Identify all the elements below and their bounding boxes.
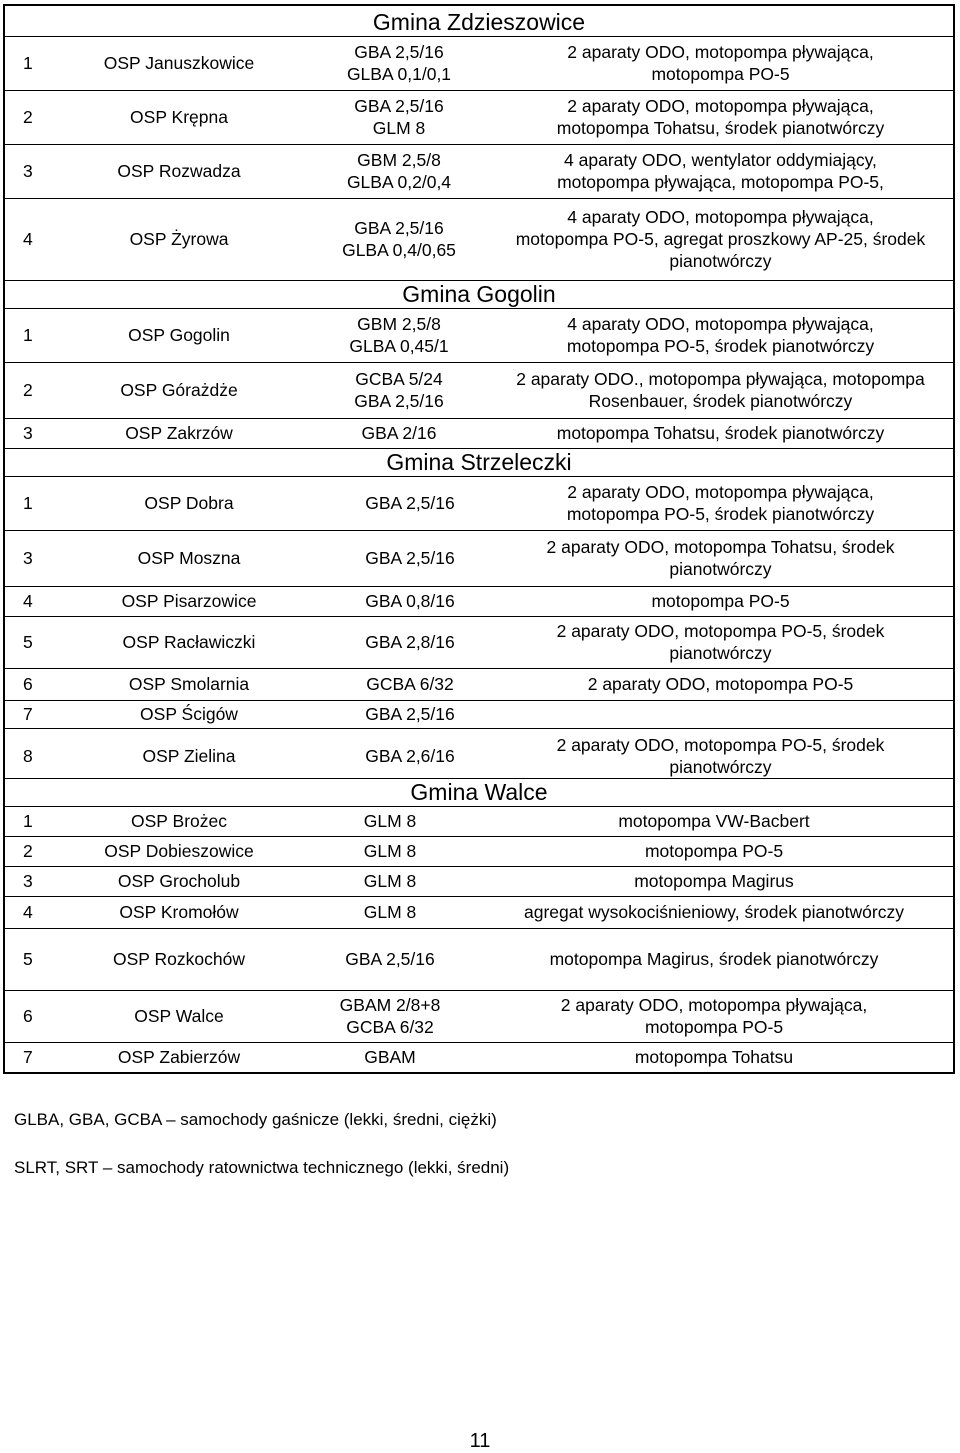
equipment-line: 4 aparaty ODO, motopompa pływająca, <box>567 314 874 334</box>
equipment-list <box>634 870 794 892</box>
equipment-line: pianotwórczy <box>669 251 772 271</box>
vehicle-code: GBA 2/16 <box>361 423 437 443</box>
vehicle-code: GBM 2,5/8 <box>357 314 441 334</box>
table-row <box>5 806 953 836</box>
vehicle-code: GCBA 6/32 <box>346 1017 434 1037</box>
legend-note-rescue: SLRT, SRT – samochody ratownictwa technicznego (lekki, średni) <box>14 1158 510 1177</box>
legend-note-vehicles: GLBA, GBA, GCBA – samochody gaśnicze (lekki, średni, ciężki) <box>14 1110 497 1129</box>
unit-name: OSP Krępna <box>130 107 228 127</box>
equipment-cell <box>488 144 953 198</box>
row-number: 3 <box>23 161 33 181</box>
equipment-cell <box>475 836 953 866</box>
table-row <box>5 362 953 418</box>
equipment-cell <box>488 530 953 586</box>
equipment-line: motopompa PO-5 <box>644 1017 784 1037</box>
vehicles-cell <box>310 1042 470 1072</box>
equipment-line: pianotwórczy <box>669 559 772 579</box>
vehicle-code: GBA 2,5/16 <box>365 493 455 513</box>
equipment-line: 2 aparaty ODO, motopompa pływająca, <box>567 42 874 62</box>
table-row <box>5 668 953 700</box>
row-divider <box>5 476 953 477</box>
unit-name: OSP Górażdże <box>120 380 238 400</box>
vehicles-cell <box>310 668 510 700</box>
row-number: 5 <box>23 949 33 969</box>
vehicles-list <box>365 703 455 725</box>
unit-name: OSP Dobieszowice <box>104 841 254 861</box>
equipment-list <box>651 590 789 612</box>
equipment-list <box>557 95 885 139</box>
page-number: 11 <box>469 1430 491 1452</box>
vehicles-cell <box>310 866 470 896</box>
equipment-list <box>567 313 874 357</box>
unit-name: OSP Żyrowa <box>129 229 229 249</box>
vehicles-list <box>364 1046 416 1068</box>
unit-name: OSP Moszna <box>137 548 241 568</box>
table-row <box>5 144 953 198</box>
vehicle-code: GLM 8 <box>363 902 417 922</box>
equipment-line: motopompa pływająca, motopompa PO-5, <box>557 172 884 192</box>
vehicles-list <box>347 149 451 193</box>
equipment-line: 2 aparaty ODO, motopompa pływająca, <box>560 995 868 1015</box>
row-number: 3 <box>23 423 33 443</box>
vehicle-code: GBA 2,8/16 <box>365 632 455 652</box>
gmina-title: Gmina Gogolin <box>402 281 556 307</box>
vehicles-cell <box>310 928 470 990</box>
equipment-cell <box>488 90 953 144</box>
unit-name: OSP Brożec <box>131 811 227 831</box>
equipment-list <box>516 368 925 412</box>
equipment-cell <box>475 896 953 928</box>
equipment-line: agregat wysokociśnieniowy, środek pianotwórczy <box>524 902 904 922</box>
table-row <box>5 198 953 280</box>
equipment-line: motopompa Tohatsu, środek pianotwórczy <box>556 118 885 138</box>
equipment-list <box>516 206 926 272</box>
equipment-cell <box>488 36 953 90</box>
equipment-list <box>557 422 885 444</box>
row-number: 4 <box>23 902 33 922</box>
vehicle-code: GBA 0,8/16 <box>365 591 455 611</box>
vehicle-code: GBAM 2/8+8 <box>339 995 441 1015</box>
equipment-list <box>561 994 867 1038</box>
row-number: 1 <box>23 811 33 831</box>
equipment-list <box>618 810 809 832</box>
vehicles-list <box>364 901 417 923</box>
equipment-list <box>557 620 885 664</box>
equipment-line: 2 aparaty ODO., motopompa pływająca, motopompa <box>516 369 925 389</box>
vehicles-list <box>354 368 444 412</box>
equipment-cell <box>488 198 953 280</box>
row-number: 5 <box>23 632 33 652</box>
equipment-cell <box>488 362 953 418</box>
equipment-cell <box>488 616 953 668</box>
table-row <box>5 728 953 784</box>
vehicles-cell <box>310 728 510 784</box>
vehicles-cell <box>310 836 470 866</box>
equipment-cell <box>475 1042 953 1072</box>
vehicle-code: GLM 8 <box>363 811 417 831</box>
table-row <box>5 90 953 144</box>
row-number: 2 <box>23 841 33 861</box>
equipment-line: motopompa Magirus <box>634 871 794 891</box>
vehicles-cell <box>310 90 488 144</box>
equipment-line: 2 aparaty ODO, motopompa pływająca, <box>567 482 874 502</box>
equipment-list <box>635 1046 793 1068</box>
table-row <box>5 990 953 1042</box>
unit-name: OSP Kromołów <box>119 902 239 922</box>
equipment-line: motopompa VW-Bacbert <box>618 811 810 831</box>
equipment-line: motopompa Magirus, środek pianotwórczy <box>549 949 879 969</box>
unit-name: OSP Rozwadza <box>117 161 241 181</box>
vehicle-code: GCBA 5/24 <box>355 369 443 389</box>
vehicles-list <box>362 422 437 444</box>
table-row <box>5 418 953 448</box>
equipment-line: motopompa Tohatsu, środek pianotwórczy <box>556 423 885 443</box>
equipment-cell <box>488 728 953 784</box>
row-number: 7 <box>23 1047 33 1067</box>
vehicles-cell <box>310 700 510 728</box>
vehicle-code: GBA 2,5/16 <box>354 218 444 238</box>
equipment-line: pianotwórczy <box>669 757 772 777</box>
equipment-line: 2 aparaty ODO, motopompa Tohatsu, środek <box>546 537 895 557</box>
vehicles-list <box>347 41 451 85</box>
vehicles-cell <box>310 198 488 280</box>
vehicles-list <box>345 948 435 970</box>
row-number: 4 <box>23 229 33 249</box>
equipment-list <box>547 536 895 580</box>
unit-name: OSP Dobra <box>144 493 234 513</box>
row-divider <box>5 308 953 309</box>
vehicles-cell <box>310 362 488 418</box>
table-row <box>5 928 953 990</box>
row-number: 1 <box>23 325 33 345</box>
equipment-line: motopompa PO-5 <box>644 841 784 861</box>
equipment-list <box>557 149 884 193</box>
vehicle-code: GBA 2,5/16 <box>345 949 435 969</box>
vehicles-list <box>354 95 444 139</box>
vehicle-code: GBA 2,5/16 <box>365 548 455 568</box>
unit-name: OSP Pisarzowice <box>121 591 257 611</box>
equipment-cell <box>488 668 953 700</box>
row-number: 4 <box>23 591 33 611</box>
vehicle-code: GLM 8 <box>372 118 426 138</box>
vehicles-list <box>365 590 455 612</box>
equipment-line: motopompa PO-5 <box>651 591 790 611</box>
vehicles-list <box>364 840 417 862</box>
table-row <box>5 700 953 728</box>
gmina-title: Gmina Walce <box>410 779 548 805</box>
table-row <box>5 476 953 530</box>
vehicle-code: GLBA 0,45/1 <box>349 336 449 356</box>
equipment-cell <box>475 806 953 836</box>
unit-name: OSP Rozkochów <box>113 949 245 969</box>
vehicles-list <box>364 870 417 892</box>
row-number: 2 <box>23 107 33 127</box>
vehicles-list <box>364 810 417 832</box>
equipment-cell <box>488 586 953 616</box>
vehicles-cell <box>310 990 470 1042</box>
vehicle-code: GLM 8 <box>363 871 417 891</box>
equipment-list <box>557 734 885 778</box>
equipment-line: motopompa PO-5, środek pianotwórczy <box>566 504 875 524</box>
table-row <box>5 866 953 896</box>
unit-name: OSP Januszkowice <box>103 53 255 73</box>
row-number: 6 <box>23 1006 33 1026</box>
vehicles-list <box>365 547 455 569</box>
equipment-table <box>3 4 955 1074</box>
gmina-title: Gmina Zdzieszowice <box>372 9 586 35</box>
equipment-cell <box>475 866 953 896</box>
equipment-line: 4 aparaty ODO, motopompa pływająca, <box>567 207 874 227</box>
row-number: 1 <box>23 493 33 513</box>
equipment-line: motopompa PO-5, środek pianotwórczy <box>566 336 875 356</box>
equipment-line: 2 aparaty ODO, motopompa PO-5 <box>587 674 854 694</box>
equipment-line: motopompa PO-5, agregat proszkowy AP-25, środek <box>515 229 926 249</box>
vehicle-code: GLM 8 <box>363 841 417 861</box>
unit-name: OSP Zielina <box>142 746 236 766</box>
equipment-list <box>550 948 879 970</box>
row-number: 2 <box>23 380 33 400</box>
vehicles-list <box>365 492 455 514</box>
equipment-cell <box>488 418 953 448</box>
equipment-list <box>567 481 874 525</box>
equipment-line: pianotwórczy <box>669 643 772 663</box>
equipment-line: 2 aparaty ODO, motopompa PO-5, środek <box>556 621 885 641</box>
unit-name: OSP Zakrzów <box>125 423 233 443</box>
row-number: 8 <box>23 746 33 766</box>
gmina-title: Gmina Strzeleczki <box>386 449 572 475</box>
vehicles-list <box>365 631 455 653</box>
equipment-cell <box>475 928 953 990</box>
vehicles-cell <box>310 476 510 530</box>
table-row <box>5 530 953 586</box>
vehicle-code: GBAM <box>364 1047 416 1067</box>
vehicles-cell <box>310 806 470 836</box>
equipment-cell <box>488 476 953 530</box>
table-row <box>5 586 953 616</box>
unit-name: OSP Racławiczki <box>122 632 256 652</box>
vehicles-list <box>340 994 441 1038</box>
row-number: 7 <box>23 704 33 724</box>
equipment-line: motopompa Tohatsu <box>634 1047 794 1067</box>
equipment-line: 2 aparaty ODO, motopompa pływająca, <box>567 96 874 116</box>
vehicle-code: GBA 2,5/16 <box>354 42 444 62</box>
unit-name: OSP Gogolin <box>128 325 230 345</box>
equipment-list <box>645 840 783 862</box>
vehicles-cell <box>310 616 510 668</box>
table-row <box>5 308 953 362</box>
table-row <box>5 616 953 668</box>
vehicles-list <box>366 673 454 695</box>
equipment-cell <box>488 308 953 362</box>
row-number: 6 <box>23 674 33 694</box>
equipment-cell <box>488 700 953 728</box>
equipment-list <box>588 673 854 695</box>
vehicle-code: GBA 2,5/16 <box>354 96 444 116</box>
unit-name: OSP Grocholub <box>117 871 241 891</box>
row-number: 1 <box>23 53 33 73</box>
equipment-line: motopompa PO-5 <box>651 64 790 84</box>
vehicles-list <box>365 745 455 767</box>
unit-name: OSP Smolarnia <box>128 674 250 694</box>
vehicle-code: GBA 2,5/16 <box>365 704 455 724</box>
table-row <box>5 836 953 866</box>
vehicles-cell <box>310 586 510 616</box>
vehicle-code: GLBA 0,4/0,65 <box>342 240 456 260</box>
unit-name: OSP Walce <box>134 1006 224 1026</box>
vehicles-list <box>342 217 456 261</box>
vehicle-code: GLBA 0,2/0,4 <box>346 172 452 192</box>
row-number: 3 <box>23 548 33 568</box>
vehicles-cell <box>310 36 488 90</box>
vehicle-code: GBA 2,6/16 <box>365 746 455 766</box>
vehicles-cell <box>310 308 488 362</box>
vehicle-code: GCBA 6/32 <box>366 674 454 694</box>
table-row <box>5 896 953 928</box>
vehicle-code: GBM 2,5/8 <box>357 150 441 170</box>
vehicles-list <box>349 313 448 357</box>
vehicle-code: GLBA 0,1/0,1 <box>346 64 452 84</box>
equipment-list <box>524 901 904 923</box>
table-row <box>5 36 953 90</box>
equipment-line: Rosenbauer, środek pianotwórczy <box>588 391 853 411</box>
equipment-list <box>567 41 873 85</box>
unit-name: OSP Ścigów <box>140 704 238 724</box>
vehicle-code: GBA 2,5/16 <box>354 391 444 411</box>
row-divider <box>5 36 953 37</box>
row-number: 3 <box>23 871 33 891</box>
equipment-cell <box>475 990 953 1042</box>
vehicles-cell <box>310 896 470 928</box>
vehicles-cell <box>310 418 488 448</box>
equipment-line: 2 aparaty ODO, motopompa PO-5, środek <box>556 735 885 755</box>
table-row <box>5 1042 953 1072</box>
row-divider <box>5 806 953 807</box>
vehicles-cell <box>310 530 510 586</box>
vehicles-cell <box>310 144 488 198</box>
unit-name: OSP Zabierzów <box>117 1047 241 1067</box>
equipment-line: 4 aparaty ODO, wentylator oddymiający, <box>564 150 877 170</box>
